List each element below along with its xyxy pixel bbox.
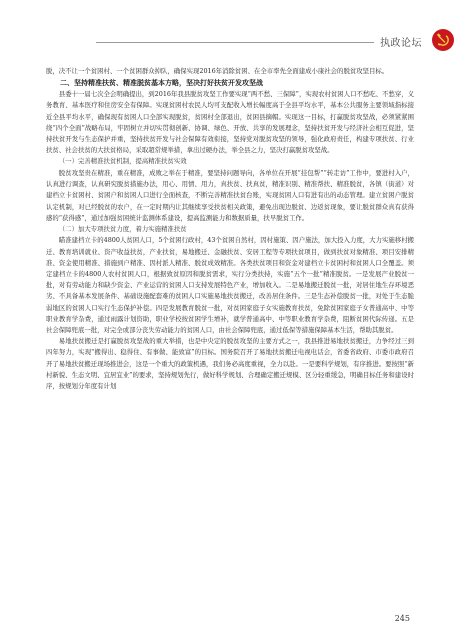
paragraph-relocation: 易地扶贫搬迁是打赢脱贫攻坚战的重大举措，也是中央定的脱贫攻坚的主要方式之一，我县推进易地扶贫搬迁，力争经过三到四年努力，实现“搬得出、稳得住、有事做、能致富”的目标。国务院召开了易地扶贫搬迁电视电话会，省委省政府、市委市政府召开了易地扶贫搬迁现场推进会，这是一个重大的政策机遇，我们务必高度重视，全力以赴。一是要科学规划，有序推进。要按照“新村新貌、生态文明、宜居宜业”的要求，坚持规划先行，做好科学规划、合理确定搬迁规模、区分轻重缓急，明确目标任务和建设时序，按规划分年度有计划 [46,337,414,391]
paragraph-measures: 瞄准建档立卡的4800人贫困人口，5个贫困行政村，43个贫困自然村，因村施策、因户施法，加大投入力度，大力实施移村搬迁、教育培训就业、资产收益扶贫，产业扶贫，易地搬迁、金融扶贫、安居工程等专项扶贫项目，做到扶贫对象精准、项目安排精准、资金使用精准、措施到户精准、因村派人精准、脱贫成效精准。各类扶贫项目和资金对建档立卡贫困村和贫困人口全覆盖。须定建档立卡的4800人农村贫困人口，根据致贫原因和脱贫需求，实行分类扶持，实施“五个一批”精准脱贫。一是发展产业脱贫一批，对有劳动能力和缺少资金、产业运营的贫困人口支持发展特色产业，增加收入。二是易地搬迁脱贫一批，对居住地生存环境恶劣、不具备基本发展条件、基础设施配套难的贫困人口实施易地扶贫搬迁，改善居住条件。三是生态补偿脱贫一批，对处于生态脆弱地区的贫困人口实行生态保护补偿。四是发展教育脱贫一批，对贫困家庭子女实施教育扶贫，免除贫困家庭子女普通高中、中等职业教育学杂费，通过雨露计划资助，职业学校按贫困学生增补，就学普通高中、中等职业教育学杂费，阻断贫困代际传递。五是社会保障兜底一批，对完全或部分丧失劳动能力的贫困人口，由社会保障兜底，通过低保等措施保障基本生活，帮助其脱贫。 [46,236,414,335]
hammer-sickle-icon [435,32,451,48]
header-rule [96,42,394,43]
section-heading: 二、坚持精准扶贫、精准脱贫基本方略，坚决打好扶贫开发攻坚战 [60,79,263,88]
paragraph-intro: 脱，决不让一个贫困村、一个贫困群众掉队，确保实现2016年消除贫困、在全市率先全面建成小康社会的脱贫攻坚目标。 [46,67,389,75]
subheading-special-poverty: （二）加大专项扶贫力度，着力实施精准扶贫 [58,224,187,233]
party-emblem-icon [432,29,454,51]
article-body [46,66,414,606]
paragraph-precision: 脱贫攻坚贵在精准，重在精准，成败之举在于精准，要坚持问题导向，各单位在开展“挂包帮”“转走访”工作中，要进村入户，认真进行调查，认真研究脱贫措施办法，用心、用情、用力，真扶贫、扶真贫，精准识别、精准帮扶、精准脱贫，各镇（街道）对建档立卡贫困村、贫困户和贫困人口进行全面核查，不断完善精准扶贫台账，实现贫困人口有进有出的动态管理。建立贫困户脱贫认定机制，对已经脱贫的农户，在一定时期内让其继续享受扶贫相关政策，避免出现边脱贫、边返贫现象，要让脱贫群众真有获得感的“获得感”，通过加强贫困统计监测体系建设，提高监测能力和数据质量，扶早脱贫工作。 [46,168,414,222]
page-number: 245 [394,614,410,623]
section-title: 执政论坛 [374,34,422,49]
paragraph-goals: 县委十一届七次全会明确提出，到2016年我县脱贫攻坚工作要实现“两不愁、三保障”，实现农村贫困人口不愁吃、不愁穿，义务教育、基本医疗和住房安全有保障。实现贫困村农民人均可支配收入增长幅度高于全县平均水平，基本公共服务主要领域指标接近全县平均水平，确保现有贫困人口全部实现脱贫，贫困村全部退出，贫困县摘帽。实现这一目标，打赢脱贫攻坚战，必须紧紧围绕“四个全面”战略布局，牢固树立并切实贯彻创新、协调、绿色、开放、共享的发展理念，坚持扶贫开发与经济社会相互促进，坚持扶贫开发与生态保护并重，坚持扶贫开发与社会保障有效衔接，坚持党对脱贫攻坚的领导，强化政府责任，构建专项扶贫、行业扶贫、社会扶贫的大扶贫格局，采取超常规举措，拿出过硬办法，举全县之力，坚决打赢脱贫攻坚战。 [46,90,414,155]
page-header [0,28,468,58]
subheading-mechanism: （一）完善精准扶贫机制，提高精准扶贫实效 [58,157,187,166]
